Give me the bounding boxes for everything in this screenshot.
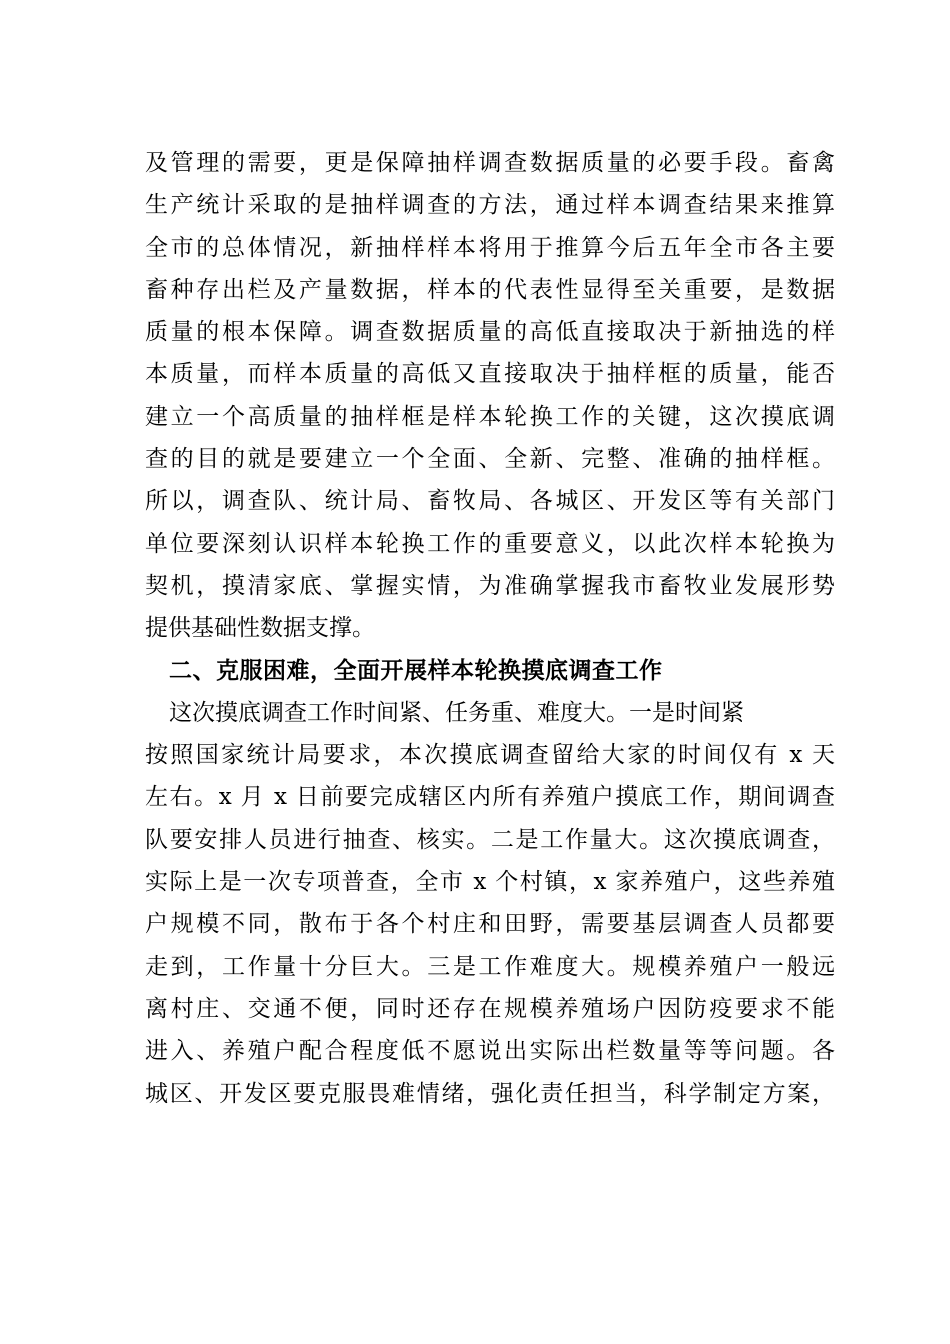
section-heading-text: 二、克服困难，全面开展样本轮换摸底调查工作 — [169, 657, 663, 684]
paragraph-line: 队要安排人员进行抽查、核实。二是工作量大。这次摸底调查， — [145, 826, 835, 853]
paragraph-line: 建立一个高质量的抽样框是样本轮换工作的关键，这次摸底调 — [145, 403, 835, 430]
paragraph-line: 查的目的就是要建立一个全面、全新、完整、准确的抽样框。 — [145, 446, 835, 473]
document-body — [145, 142, 835, 1115]
paragraph-line: 提供基础性数据支撑。 — [145, 615, 375, 642]
section-heading — [145, 650, 835, 692]
paragraph-line: 及管理的需要，更是保障抽样调查数据质量的必要手段。畜禽 — [145, 150, 835, 176]
paragraph-line: 进入、养殖户配合程度低不愿说出实际出栏数量等等问题。各 — [145, 1038, 835, 1065]
paragraph-line: 城区、开发区要克服畏难情绪，强化责任担当，科学制定方案， — [145, 1080, 835, 1107]
paragraph-line: 质量的根本保障。调查数据质量的高低直接取决于新抽选的样 — [145, 319, 835, 346]
paragraph-line: 左右。x 月 x 日前要完成辖区内所有养殖户摸底工作，期间调查 — [145, 784, 835, 811]
paragraph-line: 契机，摸清家底、掌握实情，为准确掌握我市畜牧业发展形势 — [145, 572, 835, 599]
paragraph-line: 离村庄、交通不便，同时还存在规模养殖场户因防疫要求不能 — [145, 995, 835, 1022]
paragraph-line — [145, 692, 835, 734]
paragraph-line: 本质量，而样本质量的高低又直接取决于抽样框的质量，能否 — [145, 361, 835, 388]
paragraph-line: 走到，工作量十分巨大。三是工作难度大。规模养殖户一般远 — [145, 953, 835, 980]
paragraph-line: 实际上是一次专项普查，全市 x 个村镇，x 家养殖户，这些养殖 — [145, 869, 835, 896]
paragraph-line: 生产统计采取的是抽样调查的方法，通过样本调查结果来推算 — [145, 192, 835, 219]
paragraph-line: 按照国家统计局要求，本次摸底调查留给大家的时间仅有 x 天 — [145, 742, 835, 769]
paragraph-first-line: 这次摸底调查工作时间紧、任务重、难度大。一是时间紧 — [169, 699, 744, 726]
paragraph-line: 所以，调查队、统计局、畜牧局、各城区、开发区等有关部门 — [145, 488, 835, 515]
paragraph-line: 单位要深刻认识样本轮换工作的重要意义，以此次样本轮换为 — [145, 530, 835, 557]
paragraph-line: 畜种存出栏及产量数据，样本的代表性显得至关重要，是数据 — [145, 276, 835, 303]
paragraph-line: 全市的总体情况，新抽样样本将用于推算今后五年全市各主要 — [145, 234, 835, 261]
paragraph-line: 户规模不同，散布于各个村庄和田野，需要基层调查人员都要 — [145, 911, 835, 938]
